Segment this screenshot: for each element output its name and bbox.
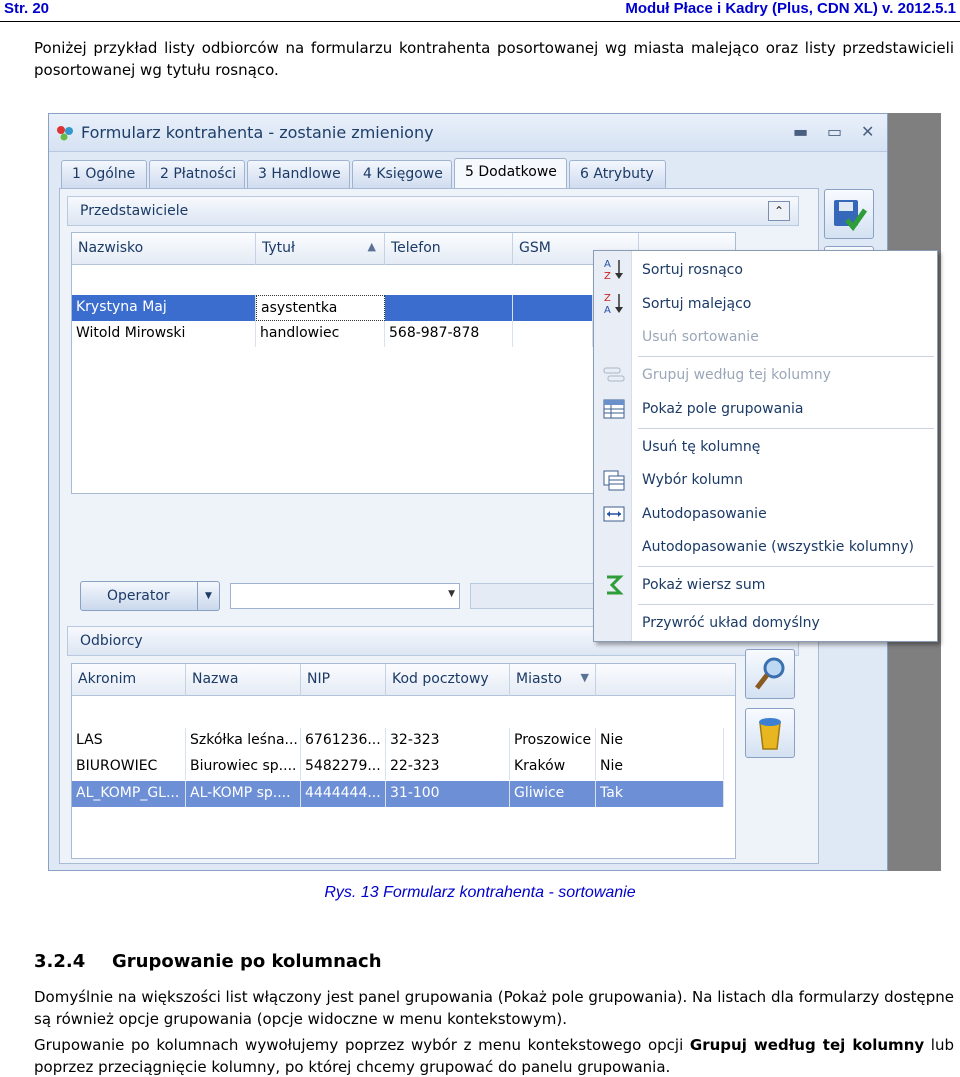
tab-handlowe[interactable]: 3 Handlowe [247,160,350,188]
odbiorcy-title: Odbiorcy [80,633,143,649]
table-row[interactable] [72,728,735,754]
menu-item-pokaz-pole-grupowania[interactable]: Pokaż pole grupowania [642,401,804,417]
cell-kod: 22-323 [386,754,510,780]
sort-ascending-icon [602,257,626,281]
minimize-icon[interactable]: ▬ [793,122,809,141]
cell-flag: Nie [596,728,724,754]
sum-icon [602,573,626,597]
window-title: Formularz kontrahenta - zostanie zmieniony [81,123,434,142]
menu-item-pokaz-wiersz-sum[interactable]: Pokaż wiersz sum [642,577,766,593]
column-miasto[interactable] [510,664,596,696]
operator-label: Operator [107,588,170,604]
paragraph-2-text: Grupowanie po kolumnach wywołujemy poprzez wybór z menu kontekstowego opcji [34,1036,690,1054]
chevron-down-icon[interactable]: ▼ [197,582,219,610]
close-icon[interactable]: ✕ [861,122,875,141]
cell-nip: 5482279... [301,754,386,780]
menu-separator [638,428,934,429]
column-chooser-icon [602,468,626,492]
menu-item-sortuj-malejaco[interactable]: Sortuj malejąco [642,296,752,312]
sort-glyph-a: A [604,305,611,315]
cell-tytul: handlowiec [256,321,385,347]
window-titlebar [49,114,887,152]
paragraph-1: Domyślnie na większości list włączony jest panel grupowania (Pokaż pole grupowania). Na listach dla formularzy dostępne są również opcje grupowania (opcje widoczne w menu kontekstowym). [34,988,955,1028]
paragraph-2 [34,1034,954,1077]
column-telefon[interactable]: Telefon [385,233,513,265]
tab-atrybuty[interactable]: 6 Atrybuty [569,160,666,188]
table-row[interactable] [72,754,735,780]
column-nazwisko[interactable]: Nazwisko [72,233,256,265]
cell-flag: Nie [596,754,724,780]
sort-descending-icon [602,291,626,315]
cell-nazwa: Szkółka leśna... [186,728,301,754]
menu-item-usun-sortowanie[interactable]: Usuń sortowanie [642,329,759,345]
odbiorcy-grid [71,663,736,859]
cell-gsm [513,295,593,321]
menu-item-wybor-kolumn[interactable]: Wybór kolumn [642,472,743,488]
cell-miasto: Proszowice [510,728,596,754]
figure-caption: Rys. 13 Formularz kontrahenta - sortowanie [324,884,636,901]
grid-header [72,664,735,696]
cell-kod: 32-323 [386,728,510,754]
menu-item-sortuj-rosnaco[interactable]: Sortuj rosnąco [642,262,743,278]
column-akronim[interactable]: Akronim [72,664,186,696]
paragraph-2-bold: Grupuj według tej kolumny [689,1036,925,1054]
section-number: 3.2.4 [34,951,86,972]
cell-miasto: Kraków [510,754,596,780]
menu-separator [638,604,934,605]
magnifier-icon [746,650,794,698]
group-by-icon [602,363,626,387]
cell-nip: 6761236... [301,728,386,754]
menu-separator [638,566,934,567]
cell-nazwa: AL-KOMP sp.... [186,781,301,807]
collapse-icon[interactable]: ⌃ [768,201,790,221]
trash-icon [746,709,794,757]
module-title: Moduł Płace i Kadry (Plus, CDN XL) v. 2012.5.1 [625,0,956,17]
cell-nazwisko: Witold Mirowski [72,321,256,347]
context-menu [593,250,938,642]
page-number: Str. 20 [4,0,50,17]
cell-telefon [385,295,513,321]
cell-telefon: 568-987-878 [385,321,513,347]
column-kod-pocztowy[interactable]: Kod pocztowy [386,664,510,696]
table-row[interactable] [72,781,735,807]
menu-item-autodopasowanie-wszystkie[interactable]: Autodopasowanie (wszystkie kolumny) [642,539,915,555]
menu-item-przywroc-uklad[interactable]: Przywróć układ domyślny [642,615,820,631]
cell-nazwisko: Krystyna Maj [72,295,256,321]
cell-flag: Tak [596,781,724,807]
cell-miasto: Gliwice [510,781,596,807]
save-icon [825,190,873,238]
chevron-down-icon: ▼ [448,589,455,599]
cell-akronim: AL_KOMP_GL... [72,781,186,807]
autofit-icon [602,502,626,526]
sort-descending-indicator-icon: ▼ [580,671,589,684]
intro-paragraph: Poniżej przykład listy odbiorców na formularzu kontrahenta posortowanej wg miasta malejąco oraz listy przedstawicieli posortowanej wg tytułu rosnąco. [34,39,954,79]
przedstawiciele-title: Przedstawiciele [80,203,189,219]
tab-platnosci[interactable]: 2 Płatności [149,160,245,188]
sort-glyph-z: Z [604,271,611,281]
delete-button[interactable] [745,708,795,758]
preview-button[interactable] [745,649,795,699]
menu-item-autodopasowanie[interactable]: Autodopasowanie [642,506,767,522]
przedstawiciele-header [67,196,799,226]
column-tytul[interactable] [256,233,385,265]
cell-nazwa: Biurowiec sp.... [186,754,301,780]
save-button[interactable] [824,189,874,239]
cell-tytul: asystentka [256,295,385,321]
cell-nip: 4444444... [301,781,386,807]
cell-kod: 31-100 [386,781,510,807]
section-heading [34,951,382,972]
maximize-icon[interactable]: ▭ [827,122,843,141]
sort-ascending-indicator-icon: ▲ [367,240,376,253]
tab-ogolne[interactable]: 1 Ogólne [61,160,147,188]
tab-dodatkowe[interactable]: 5 Dodatkowe [454,158,567,189]
column-nip[interactable]: NIP [301,664,386,696]
page-header [0,0,960,22]
operator-button[interactable] [80,581,220,611]
operator-field[interactable] [470,583,610,609]
menu-item-usun-kolumne[interactable]: Usuń tę kolumnę [642,439,761,455]
tab-ksiegowe[interactable]: 4 Księgowe [352,160,452,188]
operator-combo[interactable] [230,583,460,609]
column-miasto-label: Miasto [516,671,562,687]
cell-gsm [513,321,593,347]
paragraph-2-tail: lub poprzez przeciągnięcie kolumny, po której chcemy grupować do panelu grupowania. [34,1036,954,1076]
section-title: Grupowanie po kolumnach [112,951,382,972]
sort-glyph-a: A [604,259,611,270]
app-icon [56,125,76,141]
group-panel-icon [602,397,626,421]
column-gsm[interactable]: GSM [513,233,639,265]
column-tytul-label: Tytuł [262,240,295,256]
cell-akronim: BIUROWIEC [72,754,186,780]
menu-item-grupuj[interactable]: Grupuj według tej kolumny [642,367,831,383]
sort-glyph-z: Z [604,293,611,304]
column-nazwa[interactable]: Nazwa [186,664,301,696]
menu-separator [638,356,934,357]
cell-akronim: LAS [72,728,186,754]
